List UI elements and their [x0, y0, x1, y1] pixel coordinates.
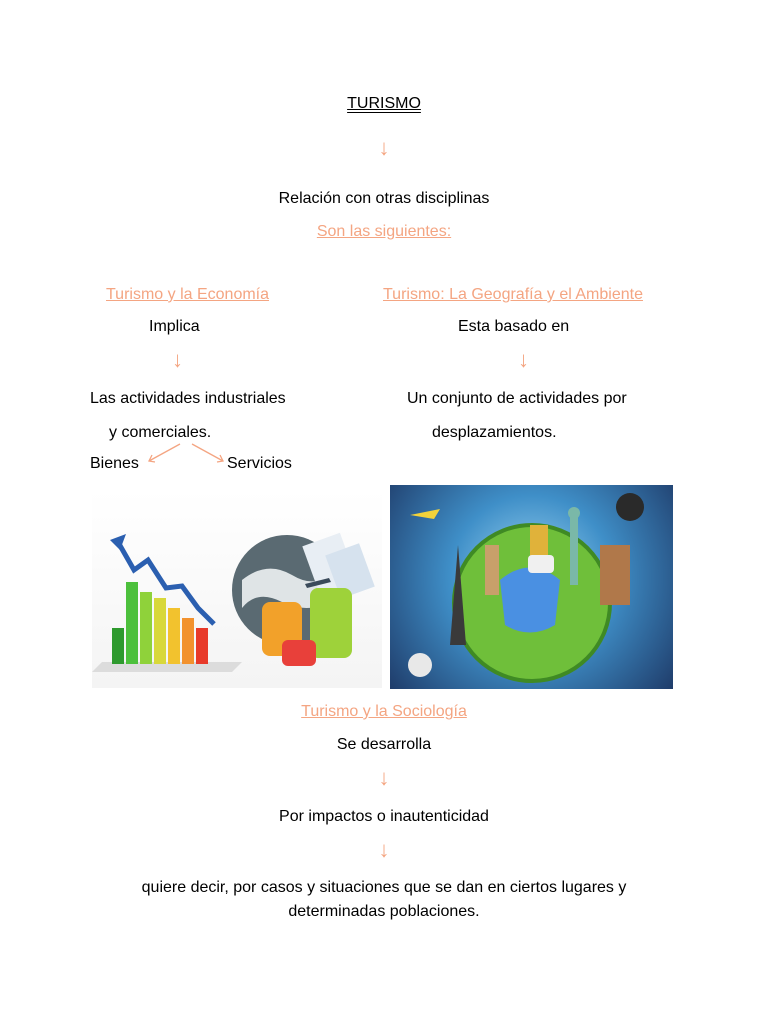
economia-line2: y comerciales. — [109, 424, 212, 441]
sociologia-verb: Se desarrolla — [336, 736, 432, 753]
sociologia-line1: Por impactos o inautenticidad — [279, 808, 489, 825]
economia-line1: Las actividades industriales — [90, 390, 286, 407]
sociologia-heading: Turismo y la Sociología — [301, 703, 467, 720]
geografia-line2: desplazamientos. — [432, 424, 557, 441]
sociologia-line2: quiere decir, por casos y situaciones que se dan en ciertos lugares y — [141, 879, 627, 896]
down-arrow-icon: ↓ — [378, 765, 390, 790]
world-landmarks-image — [390, 485, 673, 689]
branch-servicios: Servicios — [227, 455, 292, 472]
economia-verb: Implica — [149, 318, 200, 335]
geografia-verb: Esta basado en — [458, 318, 570, 335]
branch-arrows-icon — [144, 440, 230, 470]
geografia-heading: Turismo: La Geografía y el Ambiente — [383, 286, 643, 303]
down-arrow-icon: ↓ — [378, 135, 390, 160]
branch-bienes: Bienes — [90, 455, 139, 472]
economia-heading: Turismo y la Economía — [106, 286, 270, 303]
geografia-line1: Un conjunto de actividades por — [407, 390, 627, 407]
down-arrow-icon: ↓ — [518, 347, 529, 372]
down-arrow-icon: ↓ — [172, 347, 183, 372]
page-title: TURISMO — [347, 95, 421, 112]
economy-travel-image — [92, 490, 382, 688]
subtitle: Relación con otras disciplinas — [278, 190, 490, 207]
intro-text: Son las siguientes: — [316, 223, 452, 240]
down-arrow-icon: ↓ — [378, 837, 390, 862]
sociologia-line3: determinadas poblaciones. — [288, 903, 480, 920]
